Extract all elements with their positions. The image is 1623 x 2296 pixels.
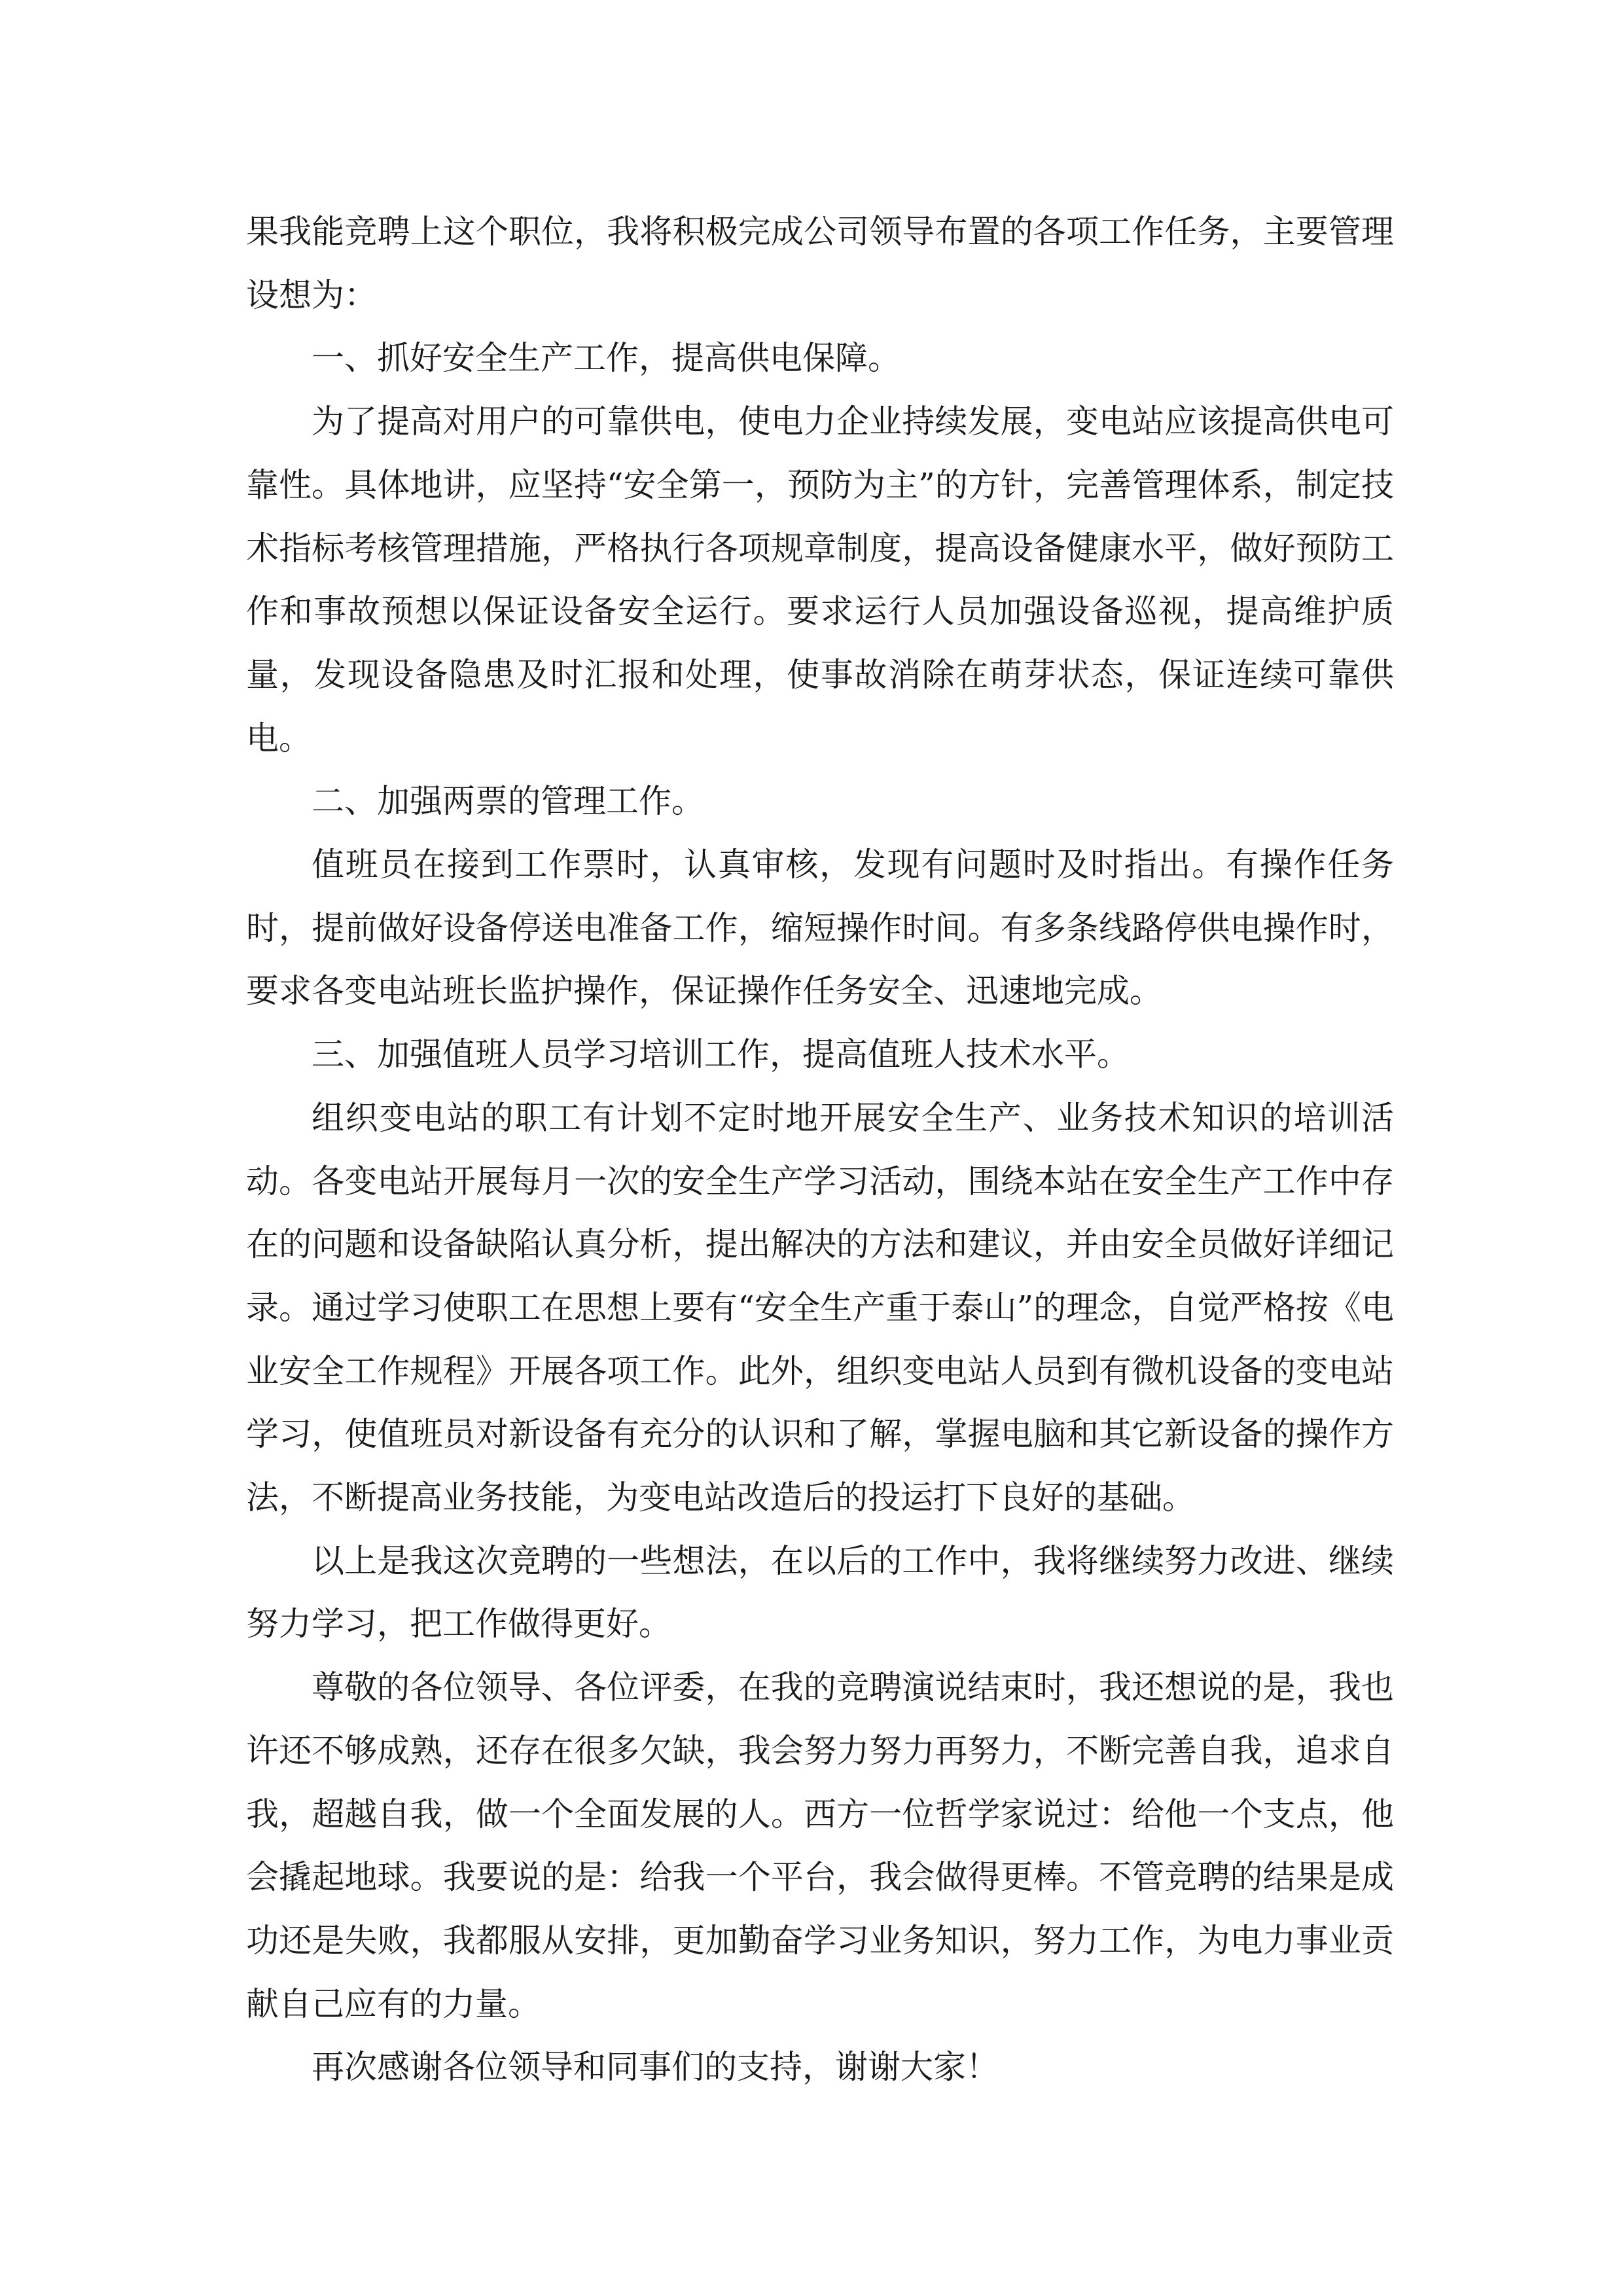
section-heading-tickets: 二、加强两票的管理工作。 [312,782,704,821]
paragraph-continuation: 果我能竞聘上这个职位，我将积极完成公司领导布置的各项工作任务，主要管理设想为： [246,213,1394,314]
section-heading-safety: 一、抓好安全生产工作，提高供电保障。 [312,339,901,378]
paragraph-training: 组织变电站的职工有计划不定时地开展安全生产、业务技术知识的培训活动。各变电站开展每月一次的安全生产学习活动，围绕本站在安全生产工作中存在的问题和设备缺陷认真分析，提出解决的方法和建议，并由安全员做好详细记录。通过学习使职工在思想上要有“安全生产重于泰山”的理念，自觉严格按《电业安全工作规程》开展各项工作。此外，组织变电站人员到有微机设备的变电站学习，使值班员对新设备有充分的认识和了解，掌握电脑和其它新设备的操作方法，不断提高业务技能，为变电站改造后的投运打下良好的基础。 [246,1098,1394,1517]
paragraph-thanks: 再次感谢各位领导和同事们的支持，谢谢大家！ [312,2048,999,2087]
paragraph-safety: 为了提高对用户的可靠供电，使电力企业持续发展，变电站应该提高供电可靠性。具体地讲，应坚持“安全第一，预防为主”的方针，完善管理体系，制定技术指标考核管理措施，严格执行各项规章制度，提高设备健康水平，做好预防工作和事故预想以保证设备安全运行。要求运行人员加强设备巡视，提高维护质量，发现设备隐患及时汇报和处理，使事故消除在萌芽状态，保证连续可靠供电。 [246,403,1394,757]
paragraph-closing: 尊敬的各位领导、各位评委，在我的竞聘演说结束时，我还想说的是，我也许还不够成熟，还存在很多欠缺，我会努力努力再努力，不断完善自我，追求自我，超越自我，做一个全面发展的人。西方一位哲学家说过：给他一个支点，他会撬起地球。我要说的是：给我一个平台，我会做得更棒。不管竞聘的结果是成功还是失败，我都服从安排，更加勤奋学习业务知识，努力工作，为电力事业贡献自己应有的力量。 [246,1668,1394,2023]
paragraph-tickets: 值班员在接到工作票时，认真审核，发现有问题时及时指出。有操作任务时，提前做好设备停送电准备工作，缩短操作时间。有多条线路停供电操作时，要求各变电站班长监护操作，保证操作任务安全、迅速地完成。 [246,846,1394,1011]
paragraph-summary: 以上是我这次竞聘的一些想法，在以后的工作中，我将继续努力改进、继续努力学习，把工作做得更好。 [246,1541,1394,1643]
document-body [246,200,1394,2099]
section-heading-training: 三、加强值班人员学习培训工作，提高值班人技术水平。 [312,1035,1130,1074]
